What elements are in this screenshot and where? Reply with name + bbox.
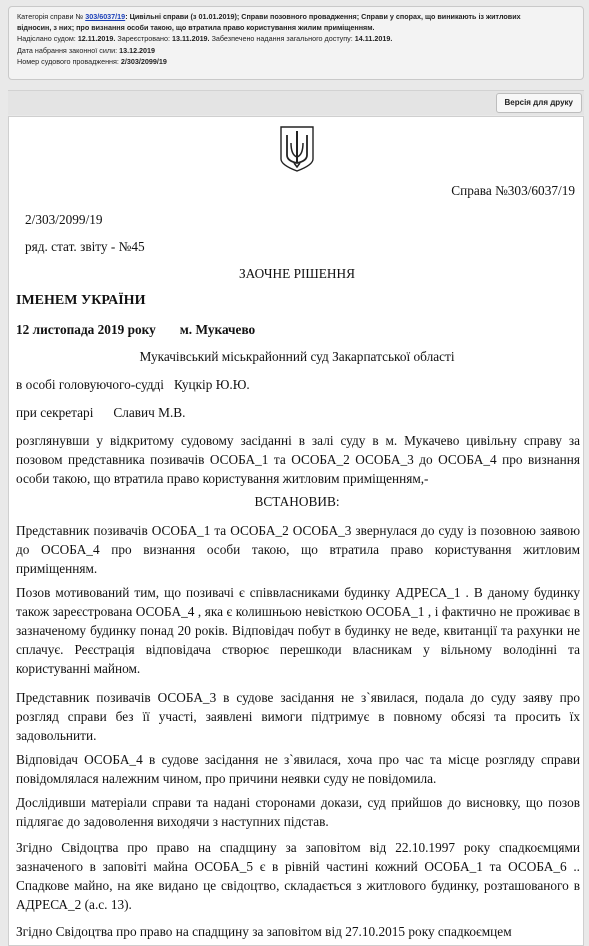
sent-date: 12.11.2019. — [77, 34, 116, 44]
judge-line: в особі головуючого-судді Куцкір Ю.Ю. — [16, 377, 250, 392]
published-date: 14.11.2019. — [354, 34, 393, 44]
registered-date: 13.11.2019. — [171, 34, 210, 44]
paragraph: Представник позивачів ОСОБА_3 в судове засідання не з`явилася, подала до суду заяву про розгляд справи без її участі, заявлені вимоги підтримує в повному обсязі та просить їх задовольнити. — [16, 690, 580, 743]
case-category-continuation: відносин, з них; про визнання особи такою, що втратила право користування жилим приміщенням. — [17, 23, 375, 33]
paragraph: Згідно Свідоцтва про право на спадщину за заповітом від 22.10.1997 року спадкоємцями зазначеного в заповіті майна ОСОБА_5 є в рівній частині кожний ОСОБА_1 та ОСОБА_6 .. Спадкове майно, на яке видано це свідоцтво, складається з житлового будинку, розташованого в АДРЕСА_2 (а.с. 13). — [16, 840, 580, 912]
case-category-row — [17, 11, 575, 22]
category-label: Категорія справи № — [17, 12, 84, 21]
case-number-link[interactable]: 303/6037/19 — [85, 12, 126, 21]
decision-document — [8, 116, 584, 946]
secretary-line: при секретарі Славич М.В. — [16, 405, 186, 420]
tryzub-icon — [279, 125, 315, 173]
effective-date: 13.12.2019 — [119, 45, 156, 55]
paragraph: Згідно Свідоцтва про право на спадщину за заповітом від 27.10.2015 року спадкоємцем — [16, 924, 512, 939]
paragraph: Дослідивши матеріали справи та надані сторонами докази, суд прийшов до висновку, що позов підлягає до задоволення виходячи з наступних підстав. — [16, 795, 580, 829]
intro-paragraph: розглянувши у відкритому судовому засіданні в залі суду в м. Мукачево цивільну справу за позовом представника позивачів ОСОБА_1 та ОСОБА_2 ОСОБА_3 до ОСОБА_4 про визнання особи такою, що втратила право користування житловим приміщенням,- — [16, 433, 580, 486]
decision-date: 12 листопада 2019 року — [16, 322, 156, 337]
stat-report-row: ряд. стат. звіту - №45 — [25, 239, 145, 254]
category-text: : Цивільні справи (з 01.01.2019); Справи позовного провадження; Справи у спорах, що виникають із житлових — [125, 12, 521, 21]
decision-city: м. Мукачево — [179, 322, 256, 337]
paragraph: Відповідач ОСОБА_4 в судове засідання не з`явилася, хоча про час та місце розгляду справи повідомлялася належним чином, про причини неявки суду не повідомила. — [16, 752, 580, 786]
effective-date-row: Дата набрання законної сили: 13.12.2019 — [17, 45, 156, 55]
paragraph: Представник позивачів ОСОБА_1 та ОСОБА_2 ОСОБА_3 звернулася до суду із позовною заявою до ОСОБА_4 про визнання особи такою, що втратила право користування житловим приміщенням. — [16, 523, 580, 576]
toolbar — [8, 90, 584, 115]
court-name: Мукачівський міськрайонний суд Закарпатської області — [139, 349, 455, 364]
proceeding-number-row: Номер судового провадження: 2/303/2099/19 — [17, 56, 167, 66]
proceeding-number: 2/303/2099/19 — [25, 212, 103, 227]
case-dates-row: Надіслано судом: 12.11.2019. Зареєстровано: 13.11.2019. Забезпечено надання загального доступу: 14.11.2019. — [17, 34, 393, 44]
proceeding-number: 2/303/2099/19 — [120, 56, 167, 66]
established-heading: ВСТАНОВИВ: — [254, 494, 340, 509]
case-number: Справа №303/6037/19 — [451, 183, 575, 198]
decision-date-line — [16, 320, 255, 339]
print-version-button[interactable]: Версія для друку — [496, 93, 583, 113]
paragraph: Позов мотивований тим, що позивачі є співвласниками будинку АДРЕСА_1 . В даному будинку також зареєстрована ОСОБА_4 , яка є колишньою невісткою ОСОБА_1 , і фактично не проживає в зазначеному будинку понад 20 років. Відповідач побут в будинку не веде, квитанції та рахунки не сплачує. Реєстрація відповідача створює перешкоди власникам у вільному володінні та користуванні майном. — [16, 585, 580, 676]
case-metadata-panel — [8, 6, 584, 80]
heading-in-name-of-ukraine: ІМЕНЕМ УКРАЇНИ — [16, 293, 146, 308]
document-title: ЗАОЧНЕ РІШЕННЯ — [239, 266, 355, 281]
